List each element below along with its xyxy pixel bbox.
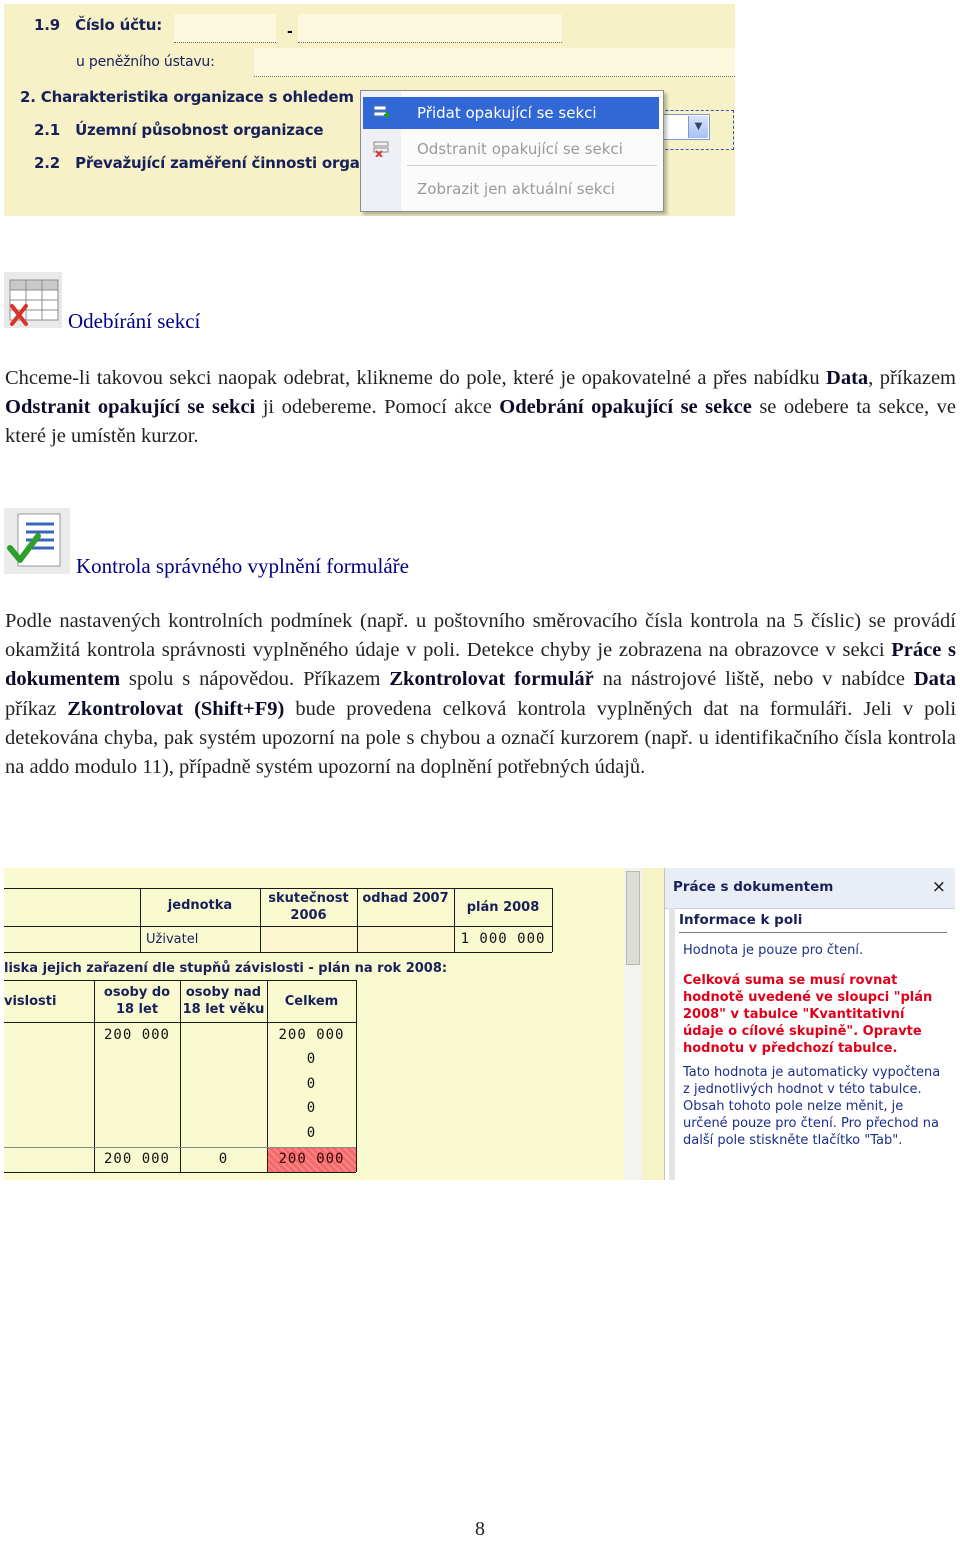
remove-table-icon (4, 272, 62, 328)
paragraph-remove: Chceme-li takovou sekci naopak odebrat, klikneme do pole, které je opakovatelné a přes nabídku Data, příkazem Odstranit opakující se sekci ji odebereme. Pomocí akce Odebrání opakující se sekce se odebere ta sekce, ve které je umístěn kurzor. (5, 367, 956, 448)
account-code-field[interactable] (298, 14, 562, 43)
table-cell: 200 000 (103, 1151, 170, 1167)
section-2-1-label: 2.1 Územní působnost organizace (34, 121, 324, 139)
vertical-scrollbar[interactable] (624, 868, 642, 1180)
work-with-document-panel (664, 868, 955, 1180)
section-2-label: 2. Charakteristika organizace s ohledem (20, 88, 354, 106)
table-note: liska jejich zařazení dle stupňů závislosti - plán na rok 2008: (4, 961, 448, 976)
close-icon[interactable]: × (931, 877, 946, 897)
context-menu (360, 90, 664, 212)
menu-item-label: Zobrazit jen aktuální sekci (417, 180, 615, 198)
scrollbar-thumb[interactable] (626, 871, 640, 965)
panel-info-text: Tato hodnota je automaticky vypočtena z jednotlivých hodnot v této tabulce. Obsah tohoto pole nelze měnit, je určené pouze pro čtení. Pro přechod na další pole stiskněte tlačítko "Tab". (683, 1065, 941, 1148)
checklist-icon (4, 508, 70, 574)
table-cell: 200 000 (278, 1027, 345, 1043)
panel-error-message: Celková suma se musí rovnat hodnotě uvedené ve sloupci "plán 2008" v tabulce "Kvantitativní údaje o cílové skupině". Opravte hodnotu v předchozí tabulce. (683, 973, 933, 1056)
form-screenshot-validation (4, 868, 955, 1180)
section-heading-check: Kontrola správného vyplnění formuláře (76, 554, 409, 578)
col-header-actual-2006: skutečnost 2006 (268, 891, 349, 923)
plan-2008-value[interactable]: 1 000 000 (460, 931, 546, 947)
page-number: 8 (475, 1518, 485, 1540)
section-2-2-label: 2.2 Převažující zaměření činnosti orga (34, 154, 360, 172)
account-dash: - (287, 24, 293, 40)
panel-subtitle: Informace k poli (679, 912, 803, 928)
actual-2006-field[interactable] (261, 927, 357, 952)
menu-item-label: Přidat opakující se sekci (417, 104, 597, 122)
col-header-dependency: vislosti (4, 994, 57, 1009)
panel-title: Práce s dokumentem (673, 879, 834, 895)
field-label-1-9: 1.9 Číslo účtu: (34, 16, 163, 34)
col-header-under-18: osoby do 18 let (103, 985, 171, 1017)
remove-section-icon (373, 141, 391, 157)
panel-readonly-note: Hodnota je pouze pro čtení. (683, 943, 864, 958)
col-header-total: Celkem (284, 994, 339, 1009)
paragraph-check: Podle nastavených kontrolních podmínek (např. u poštovního směrovacího čísla kontrola na 5 číslic) se provádí okamžitá kontrola správnosti vyplněného údaje v poli. Detekce chyby je zobrazena na obrazovce v sekci Práce s dokumentem spolu s nápovědou. Příkazem Zkontrolovat formulář na nástrojové liště, nebo v nabídce Data příkaz Zkontrolovat (Shift+F9) bude provedena celková kontrola vyplněných dat na formuláři. Jeli v poli detekována chyba, pak systém upozorní na pole s chybou a označí kurzorem (např. u identifikačního čísla kontrola na addo modulo 11), případně systém upozorní na doplnění potřebných údajů. (5, 610, 957, 779)
table-cell[interactable]: 200 000 (103, 1027, 170, 1043)
menu-separator (407, 165, 657, 166)
bank-field[interactable] (254, 48, 735, 77)
account-number-field[interactable] (174, 14, 276, 43)
chevron-down-icon[interactable]: ▼ (688, 116, 708, 138)
table-cell: 0 (306, 1100, 317, 1116)
menu-item-remove-section[interactable] (363, 133, 659, 165)
table-cell: 0 (306, 1051, 317, 1067)
menu-item-label: Odstranit opakující se sekci (417, 140, 623, 158)
table-cell: 0 (218, 1151, 229, 1167)
col-header-plan-2008: plán 2008 (466, 900, 540, 915)
add-section-icon (373, 105, 391, 121)
estimate-2007-field[interactable] (358, 927, 454, 952)
col-header-estimate-2007: odhad 2007 (362, 891, 449, 906)
menu-item-add-section[interactable] (363, 97, 659, 129)
bank-label: u peněžního ústavu: (76, 54, 215, 70)
col-header-unit: jednotka (167, 898, 233, 913)
form-screenshot-sections (4, 4, 735, 216)
menu-item-show-current[interactable] (363, 173, 659, 205)
col-header-over-18: osoby nad 18 let věku (182, 985, 265, 1017)
table-cell: 0 (306, 1076, 317, 1092)
unit-value: Uživatel (146, 932, 199, 947)
panel-splitter[interactable] (669, 908, 675, 1180)
error-cell-value: 200 000 (278, 1151, 345, 1167)
table-cell: 0 (306, 1125, 317, 1141)
section-heading-remove: Odebírání sekcí (68, 309, 201, 333)
